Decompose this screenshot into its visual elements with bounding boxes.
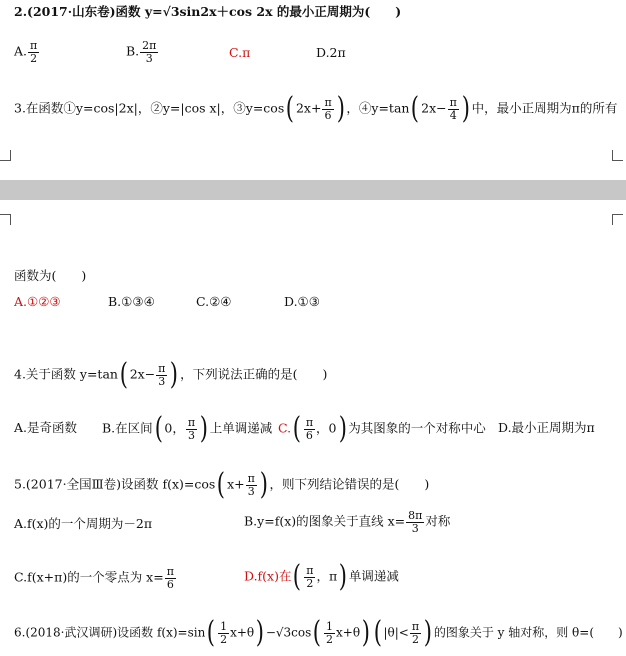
fraction-numerator: 1: [326, 619, 333, 633]
right-paren: ): [170, 357, 179, 392]
fraction-numerator: π: [411, 619, 420, 633]
fraction-numerator: π: [305, 415, 314, 429]
q3-arg4-pre: 2x−: [421, 100, 447, 116]
q4-option-c[interactable]: [278, 411, 486, 446]
q5-option-a[interactable]: A.f(x)的一个周期为－2π: [14, 516, 153, 531]
left-paren: (: [207, 615, 216, 650]
q4-option-b-part-a: B.在区间: [102, 420, 153, 436]
q4-option-c-part-b: 为其图象的一个对称中心: [348, 420, 486, 436]
q5-option-d-interval-end: ，π: [316, 568, 338, 584]
fraction-numerator: π: [166, 565, 174, 578]
fraction-numerator: 2π: [142, 39, 157, 52]
q5-option-b-fraction: [406, 510, 424, 534]
page-corner-mark-left: [0, 150, 11, 161]
q5-option-d[interactable]: [244, 559, 399, 594]
q5-option-c[interactable]: [14, 566, 177, 590]
page-corner-mark-left: [0, 214, 11, 225]
q3-arg3-fraction: [322, 97, 333, 121]
left-paren: (: [292, 411, 302, 446]
right-paren: ): [423, 615, 433, 650]
q6-middle: −√3cos: [265, 625, 312, 640]
left-paren: (: [411, 91, 420, 126]
q4-option-b-fraction: [186, 417, 197, 441]
page-corner-mark-right: [612, 214, 623, 225]
q5-option-b-part-b: 对称: [425, 513, 451, 529]
q2-option-b-prefix: B.: [126, 43, 140, 59]
q3-stem-part-b: ，④y=tan: [346, 100, 410, 116]
page-bottom: [0, 200, 626, 656]
q4-stem-part-b: ，下列说法正确的是( ): [180, 366, 328, 382]
right-paren: ): [199, 411, 209, 446]
q5-stem-part-b: ，则下列结论错误的是( ): [269, 476, 430, 492]
q5-option-d-fraction: [304, 565, 315, 589]
q5-option-d-part-b: 单调递减: [348, 568, 399, 584]
fraction-denominator: 3: [247, 484, 255, 498]
left-paren: (: [293, 559, 302, 594]
q2-option-b-fraction: [140, 40, 158, 64]
q4-arg-fraction: [156, 363, 167, 387]
q2-option-a[interactable]: [14, 40, 40, 64]
q5-option-c-fraction: [165, 566, 176, 590]
q3-stem: [14, 91, 618, 126]
q4-stem-part-a: 4.关于函数 y=tan: [14, 366, 118, 382]
fraction-denominator: 2: [30, 51, 38, 65]
q2-option-d[interactable]: D.2π: [316, 45, 346, 60]
q6-stem-part-a: 6.(2018·武汉调研)设函数 f(x)=sin: [14, 625, 206, 640]
right-paren: ): [336, 91, 345, 126]
fraction-numerator: 1: [220, 619, 228, 633]
q6-stem-part-b: 的图象关于 y 轴对称，则 θ=( ): [433, 625, 623, 640]
right-paren: ): [255, 615, 265, 650]
q4-stem: [14, 357, 328, 392]
q4-option-b-interval-start: 0，: [164, 420, 185, 436]
fraction-denominator: 3: [187, 428, 195, 442]
q5-option-b[interactable]: [244, 510, 450, 534]
fraction-numerator: π: [30, 39, 38, 52]
left-paren: (: [373, 615, 382, 650]
q5-option-d-part-a: D.f(x)在: [244, 568, 292, 584]
fraction-denominator: 2: [326, 632, 333, 646]
fraction-denominator: 6: [305, 428, 313, 442]
fraction-denominator: 2: [411, 632, 419, 646]
fraction-numerator: π: [324, 95, 332, 109]
q4-arg-pre: 2x−: [129, 366, 156, 382]
q3-stem-part-a: 3.在函数①y=cos|2x|，②y=|cos x|，③y=cos: [14, 100, 285, 116]
q4-option-b-part-b: 上单调递减: [209, 420, 273, 436]
q5-arg-pre: x+: [227, 476, 245, 492]
right-paren: ): [259, 467, 268, 502]
fraction-denominator: 4: [449, 108, 457, 122]
right-paren: ): [361, 615, 371, 650]
right-paren: ): [461, 91, 470, 126]
right-paren: ): [338, 559, 348, 594]
q3-option-b[interactable]: B.①③④: [108, 294, 155, 309]
fraction-denominator: 3: [411, 521, 419, 535]
q6-arg2-fraction: [324, 621, 335, 645]
q3-stem-part-c: 中，最小正周期为π的所有: [471, 100, 618, 116]
q6-arg1-post: x+θ: [230, 625, 255, 640]
left-paren: (: [119, 357, 128, 392]
left-paren: (: [285, 91, 295, 126]
q5-stem: [14, 467, 430, 502]
q2-option-a-prefix: A.: [14, 43, 28, 59]
q6-condition-fraction: [410, 621, 421, 645]
fraction-numerator: π: [187, 415, 196, 429]
q4-option-d[interactable]: D.最小正周期为π: [498, 420, 595, 435]
q4-option-a[interactable]: A.是奇函数: [14, 420, 78, 435]
q6-arg1-fraction: [218, 621, 229, 645]
page-separator: [0, 180, 626, 200]
q4-option-c-fraction: [304, 417, 315, 441]
q3-option-c[interactable]: C.②④: [196, 294, 232, 309]
q3-arg4-fraction: [448, 97, 459, 121]
q5-option-b-part-a: B.y=f(x)的图象关于直线 x=: [244, 513, 406, 529]
q4-option-c-point-y: ，0: [316, 420, 337, 436]
q2-option-a-fraction: [28, 40, 39, 64]
page-corner-mark-right: [612, 150, 623, 161]
q3-arg3-pre: 2x+: [295, 100, 322, 116]
q2-option-b[interactable]: [126, 40, 159, 64]
fraction-numerator: π: [306, 563, 314, 577]
fraction-denominator: 3: [145, 51, 153, 65]
q5-stem-part-a: 5.(2017·全国Ⅲ卷)设函数 f(x)=cos: [14, 476, 216, 492]
q2-option-c[interactable]: C.π: [229, 45, 251, 60]
left-paren: (: [154, 411, 163, 446]
q4-option-c-prefix: C.: [278, 420, 292, 436]
q2-stem: 2.(2017·山东卷)函数 y=√3sin2x＋cos 2x 的最小正周期为( ): [14, 4, 402, 19]
q5-arg-fraction: [246, 473, 257, 497]
q6-condition-pre: |θ|<: [383, 625, 409, 640]
fraction-numerator: π: [247, 471, 255, 485]
q5-option-c-part-a: C.f(x+π)的一个零点为 x=: [14, 569, 164, 585]
fraction-denominator: 2: [306, 576, 314, 590]
page-top: [0, 0, 626, 180]
left-paren: (: [217, 467, 226, 502]
q3-option-d[interactable]: D.①③: [284, 294, 320, 309]
q6-stem: [14, 615, 623, 650]
q3-stem-continued: 函数为( ): [14, 268, 87, 283]
left-paren: (: [313, 615, 322, 650]
right-paren: ): [338, 411, 347, 446]
fraction-numerator: π: [158, 361, 166, 375]
fraction-denominator: 3: [158, 374, 166, 388]
q6-arg2-post: x+θ: [336, 625, 361, 640]
fraction-denominator: 6: [324, 108, 332, 122]
fraction-numerator: π: [449, 95, 457, 109]
fraction-denominator: 6: [166, 577, 174, 591]
fraction-denominator: 2: [220, 632, 228, 646]
q4-option-b[interactable]: [102, 411, 273, 446]
q3-option-a[interactable]: A.①②③: [14, 294, 61, 309]
fraction-numerator: 8π: [408, 509, 423, 522]
